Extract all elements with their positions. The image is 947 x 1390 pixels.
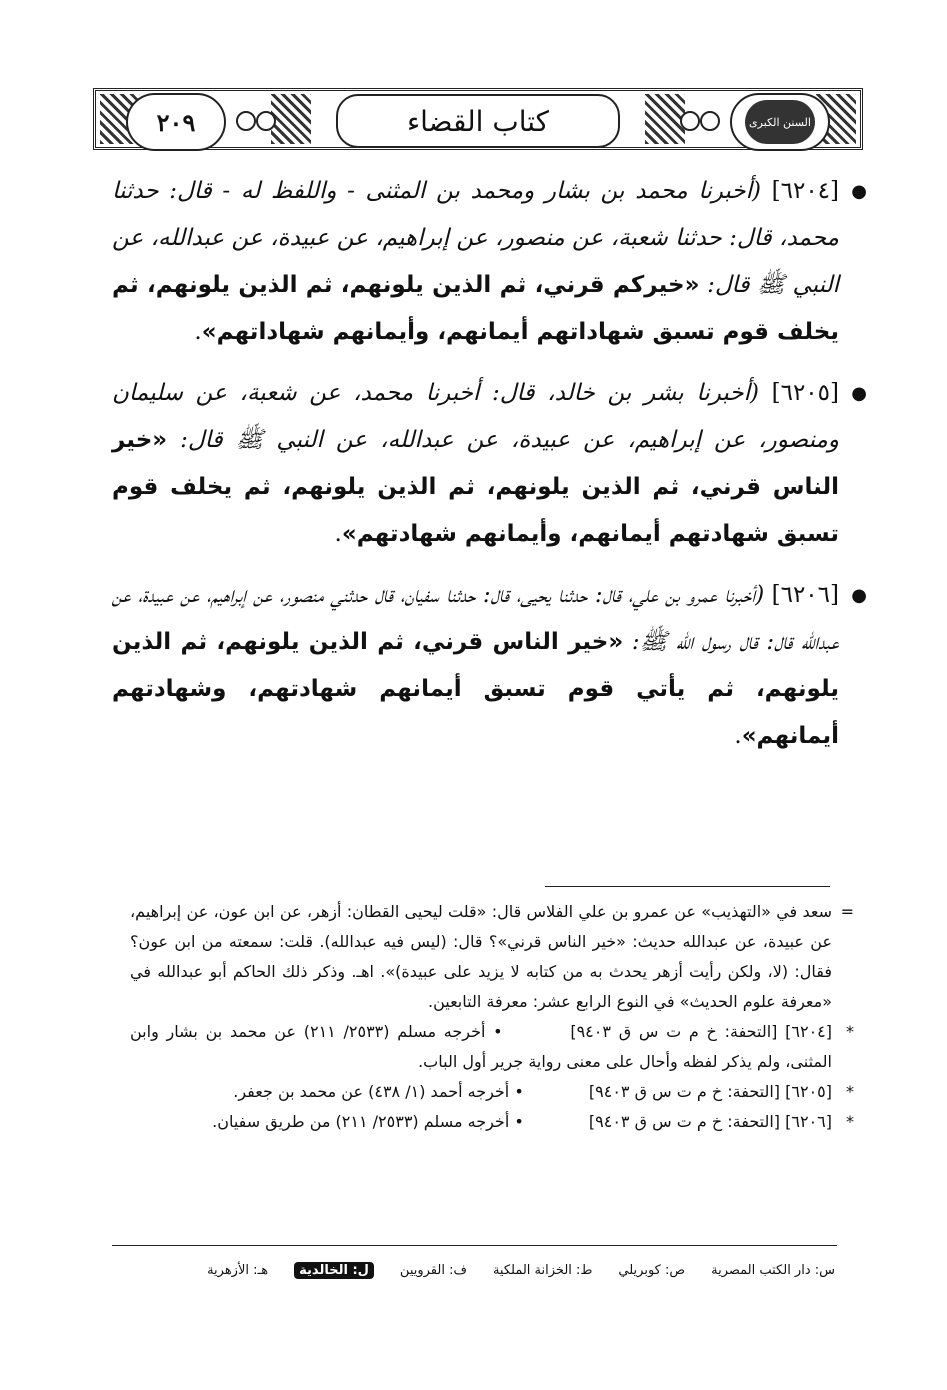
footnote-separator	[545, 886, 830, 887]
bullet-icon: ●	[851, 585, 867, 606]
hadith-isnad: (أخبرنا بشر بن خالد، قال: أخبرنا محمد، عن شعبة، عن سليمان ومنصور، عن إبراهيم، عن عبيدة، عن عبدالله، عن النبي ﷺ قال:	[112, 380, 839, 453]
ornament	[645, 94, 685, 144]
asterisk-icon: *	[846, 1082, 854, 1101]
hadith-matn: «خير الناس قرني، ثم الذين يلونهم، ثم الذين يلونهم، ثم يخلف قوم تسبق شهادتهم أيمانهم، وأيمانهم شهادتهم»	[112, 427, 839, 547]
hadith-end: .	[334, 521, 342, 547]
page-number: ٢٠٩	[156, 107, 196, 137]
hadith-isnad: (أخبرنا عمرو بن علي، قال: حدثنا يحيى، قال: حدثنا سفيان، قال حدثني منصور، عن إبراهيم، عن عبيدة، عن عبدالله قال: قال رسول الله ﷺ:	[112, 582, 839, 655]
footnote-text: • أخرجه مسلم (٢٥٣٣/ ٢١١) من طريق سفيان.	[212, 1112, 524, 1131]
ornament	[271, 94, 311, 144]
footnote-text: • أخرجه مسلم (٢٥٣٣/ ٢١١) عن محمد بن بشار وابن المثنى، ولم يذكر لفظه وأحال على معنى رواية جرير أول الباب.	[130, 1022, 832, 1071]
hadith-end: .	[194, 319, 202, 345]
logo-medallion	[730, 93, 830, 151]
footnote-continuation	[130, 897, 854, 1017]
hadith-end: .	[734, 723, 742, 749]
hadith-6205	[112, 370, 867, 558]
manuscript-sources	[120, 1262, 835, 1279]
ornament-circle	[680, 111, 700, 131]
footnote-ref: [٦٢٠٥] [التحفة: خ م ت س ق ٩٤٠٣]	[588, 1082, 832, 1101]
bullet-icon: ●	[851, 383, 867, 404]
footnote-ref: [٦٢٠٤] [التحفة: خ م ت س ق ٩٤٠٣]	[570, 1022, 833, 1041]
ornament-circle	[256, 111, 276, 131]
hadith-matn: «خيركم قرني، ثم الذين يلونهم، ثم الذين يلونهم، ثم يخلف قوم تسبق شهاداتهم أيمانهم، وأيمانهم شهاداتهم»	[112, 272, 839, 345]
hadith-6206	[112, 572, 867, 760]
footnotes	[130, 897, 854, 1137]
footnote-text: • أخرجه أحمد (١/ ٤٣٨) عن محمد بن جعفر.	[233, 1082, 524, 1101]
asterisk-icon: *	[846, 1022, 854, 1041]
source-s2: ص: كوبريلي	[618, 1263, 686, 1278]
footnote-item	[130, 1077, 854, 1107]
bullet-icon: ●	[851, 181, 867, 202]
hadith-6204	[112, 168, 867, 356]
title-cartouche	[336, 94, 620, 148]
hadith-isnad: (أخبرنا محمد بن بشار ومحمد بن المثنى - واللفظ له - قال: حدثنا محمد، قال: حدثنا شعبة، عن منصور، عن إبراهيم، عن عبيدة، عن عبدالله، عن النبي ﷺ قال:	[112, 178, 840, 298]
ornament-circle	[236, 111, 256, 131]
footnote-item	[130, 1017, 854, 1077]
book-logo: السنن الكبرى	[745, 100, 815, 144]
hadith-number: [٦٢٠٥]	[771, 380, 839, 406]
footnote-text: سعد في «التهذيب» عن عمرو بن علي الفلاس قال: «قلت ليحيى القطان: أزهر، عن ابن عون، عن إبراهيم، عن عبيدة، عن عبدالله حديث: «خير الناس قرني»؟ قال: (ليس فيه عبدالله). قلت: سمعته من ابن عون؟ فقال: (لا، ولكن رأيت أزهر يحدث به من كتابه لا يزيد على عبيدة)». اهـ. وذكر ذلك الحاكم أبو عبدالله في «معرفة علوم الحديث» في النوع الرابع عشر: معرفة التابعين.	[130, 902, 832, 1011]
bottom-rule	[112, 1245, 837, 1246]
asterisk-icon: *	[846, 1112, 854, 1131]
source-f: ف: القرويين	[399, 1263, 467, 1278]
source-t: ط: الخزانة الملكية	[492, 1263, 593, 1278]
chapter-title: كتاب القضاء	[406, 104, 550, 138]
footnote-ref: [٦٢٠٦] [التحفة: خ م ت س ق ٩٤٠٣]	[588, 1112, 832, 1131]
source-h: هـ: الأزهرية	[207, 1263, 269, 1278]
source-l-highlighted: ل: الخالدية	[294, 1262, 374, 1279]
page-header	[93, 88, 863, 150]
hadith-number: [٦٢٠٦]	[771, 582, 839, 608]
footnote-item	[130, 1107, 854, 1137]
hadith-matn: «خير الناس قرني، ثم الذين يلونهم، ثم الذين يلونهم، ثم يأتي قوم تسبق أيمانهم شهادتهم، وشهادتهم أيمانهم»	[112, 629, 839, 749]
source-s: س: دار الكتب المصرية	[711, 1263, 835, 1278]
continuation-mark: =	[840, 902, 854, 921]
main-text	[112, 168, 867, 774]
ornament-circle	[700, 111, 720, 131]
hadith-number: [٦٢٠٤]	[771, 178, 840, 204]
page-number-medallion	[126, 93, 226, 151]
